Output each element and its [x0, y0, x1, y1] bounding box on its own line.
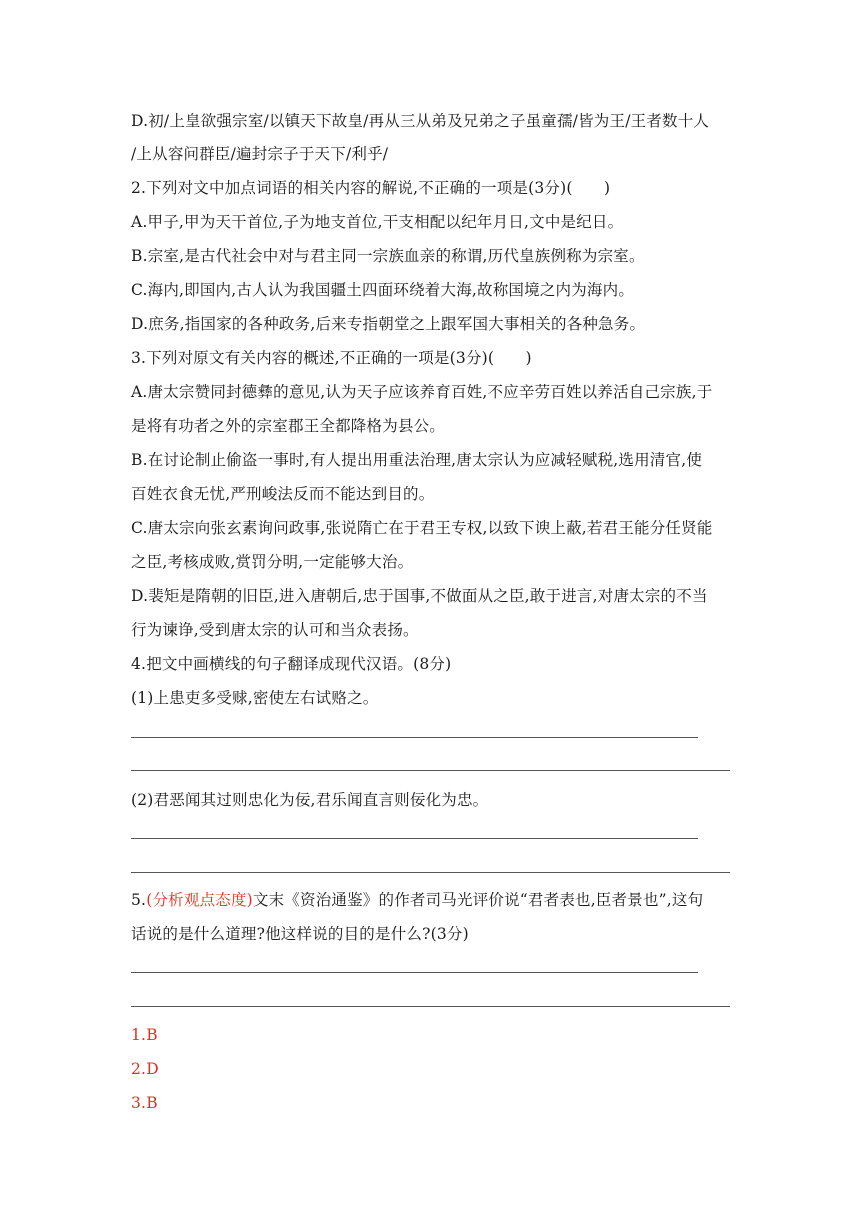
question-3-option-c-line1: C.唐太宗向张玄素询问政事,张说隋亡在于君王专权,以致下谀上蔽,若君王能分任贤能	[131, 519, 713, 537]
line-2: /上从容问群臣/遍封宗子于天下/利乎/	[131, 145, 389, 163]
question-5-number: 5.	[131, 891, 147, 909]
answer-line[interactable]	[131, 770, 730, 771]
question-3-option-a-line1: A.唐太宗赞同封德彝的意见,认为天子应该养育百姓,不应辛劳百姓以养活自己宗族,于	[131, 383, 713, 401]
question-4-stem: 4.把文中画横线的句子翻译成现代汉语。(8分)	[131, 655, 452, 673]
answer-line[interactable]	[131, 838, 698, 839]
answer-3: 3.B	[131, 1094, 158, 1112]
answer-line[interactable]	[131, 737, 698, 738]
question-5-tag: (分析观点态度)	[146, 891, 253, 909]
question-2-option-d: D.庶务,指国家的各种政务,后来专指朝堂之上跟军国大事相关的各种急务。	[131, 315, 646, 333]
question-2-option-c: C.海内,即国内,古人认为我国疆土四面环绕着大海,故称国境之内为海内。	[131, 281, 635, 299]
question-3-option-d-line1: D.裴矩是隋朝的旧臣,进入唐朝后,忠于国事,不做面从之臣,敢于进言,对唐太宗的不当	[131, 587, 708, 605]
question-3-option-b-line2: 百姓衣食无忧,严刑峻法反而不能达到目的。	[131, 485, 435, 503]
answer-1: 1.B	[131, 1026, 158, 1044]
question-3-option-c-line2: 之臣,考核成败,赏罚分明,一定能够大治。	[131, 553, 414, 571]
question-5-text: 文末《资治通鉴》的作者司马光评价说“君者表也,臣者景也”,这句	[252, 891, 704, 909]
question-5-stem-line2: 话说的是什么道理?他这样说的目的是什么?(3分)	[131, 925, 469, 943]
question-2-option-b: B.宗室,是古代社会中对与君主同一宗族血亲的称谓,历代皇族例称为宗室。	[131, 247, 645, 265]
answer-line[interactable]	[131, 872, 730, 873]
question-3-stem: 3.下列对原文有关内容的概述,不正确的一项是(3分)( )	[131, 349, 532, 367]
question-4-sentence-2: (2)君恶闻其过则忠化为佞,君乐闻直言则佞化为忠。	[131, 791, 489, 809]
answer-2: 2.D	[131, 1060, 159, 1078]
question-3-option-a-line2: 是将有功者之外的宗室郡王全都降格为县公。	[131, 417, 446, 435]
question-5-stem-line1	[131, 890, 731, 910]
answer-line[interactable]	[131, 972, 698, 973]
question-4-sentence-1: (1)上患吏多受赇,密使左右试赂之。	[131, 689, 379, 707]
answer-line[interactable]	[131, 1006, 730, 1007]
question-3-option-b-line1: B.在讨论制止偷盗一事时,有人提出用重法治理,唐太宗认为应减轻赋税,选用清官,使	[131, 451, 703, 469]
line-1: D.初/上皇欲强宗室/以镇天下故皇/再从三从弟及兄弟之子虽童孺/皆为王/王者数十人	[131, 112, 710, 130]
question-2-option-a: A.甲子,甲为天干首位,子为地支首位,干支相配以纪年月日,文中是纪日。	[131, 213, 624, 231]
question-2-stem: 2.下列对文中加点词语的相关内容的解说,不正确的一项是(3分)( )	[131, 179, 611, 197]
question-3-option-d-line2: 行为谏诤,受到唐太宗的认可和当众表扬。	[131, 621, 419, 639]
